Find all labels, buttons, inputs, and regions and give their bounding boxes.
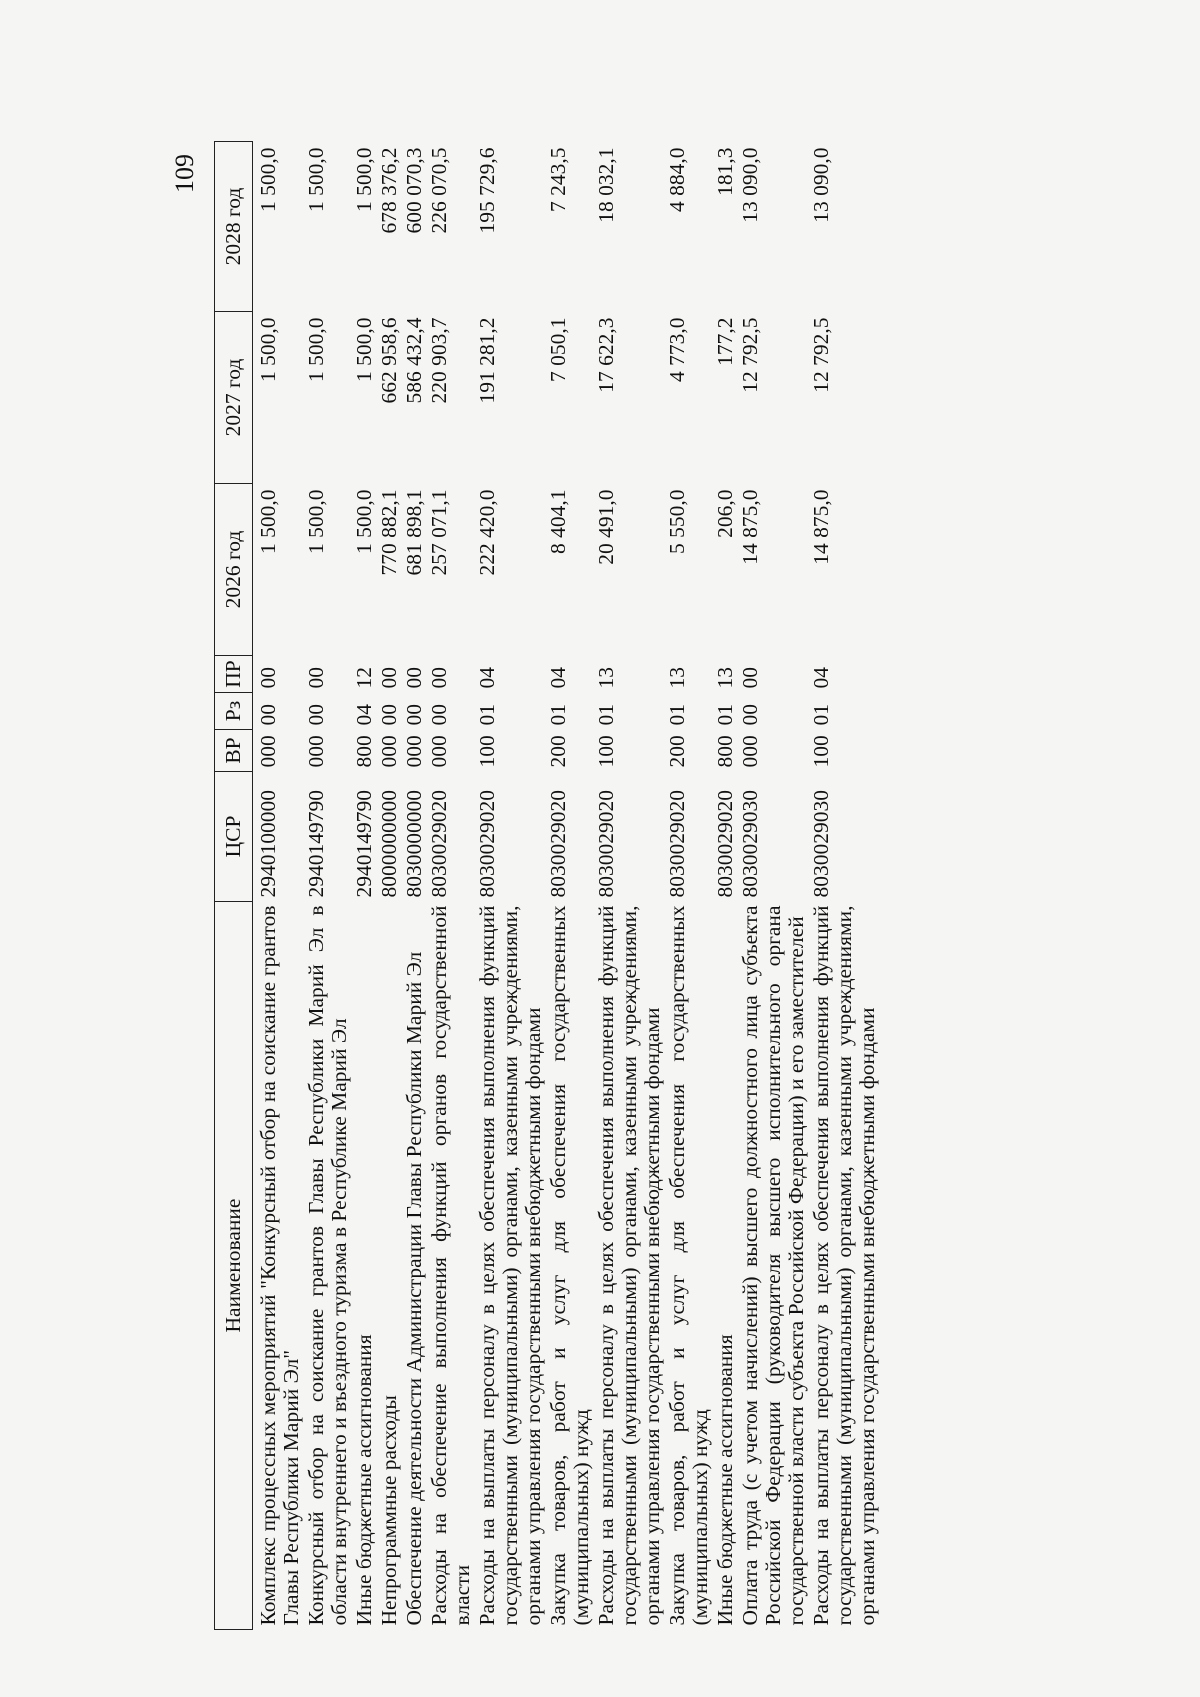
- row-value-2028: 1 500,0: [352, 147, 376, 212]
- row-pr: 04: [809, 667, 833, 689]
- row-value-2028: 7 243,5: [546, 147, 570, 212]
- row-value-2028: 226 070,5: [427, 147, 451, 234]
- row-value-2028: 195 729,6: [475, 147, 499, 234]
- table-row: [738, 142, 809, 1630]
- header-2026: 2026 год: [215, 484, 253, 656]
- row-csr: 2940149790: [304, 790, 328, 898]
- row-csr: 8030029020: [713, 790, 737, 898]
- header-vr: ВР: [215, 730, 253, 772]
- row-name: Комплекс процессных мероприятий "Конкурсный отбор на соискание грантов Главы Республики Марий Эл": [256, 905, 303, 1626]
- row-value-2026: 20 491,0: [594, 489, 618, 565]
- row-name: Оплата труда (с учетом начислений) высшего должностного лица субъекта Российской Федерации (руководителя высшего исполнительного органа государственной власти субъекта Российской Федерации) и его заместителей: [738, 905, 808, 1626]
- row-pr: 00: [427, 667, 451, 689]
- row-pr: 12: [352, 667, 376, 689]
- header-rz: Рз: [215, 693, 253, 730]
- row-value-2026: 1 500,0: [304, 489, 328, 554]
- row-vr: 200: [665, 735, 689, 768]
- row-csr: 8030029030: [738, 790, 762, 898]
- row-csr: 2940149790: [352, 790, 376, 898]
- row-csr: 8030000000: [402, 790, 426, 898]
- row-csr: 8030029020: [475, 790, 499, 898]
- row-value-2028: 678 376,2: [377, 147, 401, 234]
- table-row: [546, 142, 594, 1630]
- row-pr: 00: [377, 667, 401, 689]
- row-rz: 01: [665, 704, 689, 726]
- table-row: [352, 142, 377, 1630]
- table-row: [665, 142, 713, 1630]
- row-value-2026: 222 420,0: [475, 489, 499, 576]
- row-value-2028: 4 884,0: [665, 147, 689, 212]
- row-value-2027: 12 792,5: [809, 317, 833, 393]
- row-value-2026: 681 898,1: [402, 489, 426, 576]
- row-csr: 8000000000: [377, 790, 401, 898]
- row-pr: 00: [256, 667, 280, 689]
- row-pr: 00: [738, 667, 762, 689]
- row-name: Расходы на выплаты персоналу в целях обеспечения выполнения функций государственными (муниципальными) органами, казенными учреждениями, органами управления государственными внебюджетными фондами: [475, 905, 545, 1626]
- row-value-2028: 600 070,3: [402, 147, 426, 234]
- header-pr: ПР: [215, 656, 253, 693]
- row-value-2027: 17 622,3: [594, 317, 618, 393]
- row-pr: 04: [475, 667, 499, 689]
- row-rz: 00: [402, 704, 426, 726]
- row-value-2028: 1 500,0: [256, 147, 280, 212]
- row-csr: 8030029030: [809, 790, 833, 898]
- row-vr: 000: [256, 735, 280, 768]
- row-vr: 000: [377, 735, 401, 768]
- table-row: [594, 142, 665, 1630]
- row-csr: 8030029020: [665, 790, 689, 898]
- row-value-2027: 7 050,1: [546, 317, 570, 382]
- row-rz: 01: [809, 704, 833, 726]
- row-vr: 100: [594, 735, 618, 768]
- row-value-2026: 770 882,1: [377, 489, 401, 576]
- row-value-2028: 13 090,0: [738, 147, 762, 223]
- row-pr: 04: [546, 667, 570, 689]
- row-value-2027: 191 281,2: [475, 317, 499, 404]
- header-2027: 2027 год: [215, 312, 253, 484]
- row-name: Конкурсный отбор на соискание грантов Главы Республики Марий Эл в области внутреннего и въездного туризма в Республике Марий Эл: [304, 905, 351, 1626]
- table-header: [215, 142, 253, 1630]
- row-csr: 8030029020: [546, 790, 570, 898]
- row-name: Расходы на выплаты персоналу в целях обеспечения выполнения функций государственными (муниципальными) органами, казенными учреждениями, органами управления государственными внебюджетными фондами: [594, 905, 664, 1626]
- row-vr: 000: [427, 735, 451, 768]
- row-rz: 01: [594, 704, 618, 726]
- row-pr: 00: [304, 667, 328, 689]
- row-name: Иные бюджетные ассигнования: [713, 1334, 737, 1626]
- row-name: Обеспечение деятельности Администрации Главы Республики Марий Эл: [402, 951, 426, 1626]
- page-number: 109: [170, 154, 199, 193]
- row-rz: 01: [546, 704, 570, 726]
- row-vr: 100: [809, 735, 833, 768]
- row-csr: 2940100000: [256, 790, 280, 898]
- row-pr: 00: [402, 667, 426, 689]
- row-vr: 800: [352, 735, 376, 768]
- row-rz: 00: [304, 704, 328, 726]
- rotated-page: [162, 135, 1082, 1635]
- row-rz: 00: [738, 704, 762, 726]
- row-value-2026: 14 875,0: [738, 489, 762, 565]
- row-value-2027: 12 792,5: [738, 317, 762, 393]
- row-name: Закупка товаров, работ и услуг для обеспечения государственных (муниципальных) нужд: [665, 905, 712, 1626]
- row-value-2027: 1 500,0: [352, 317, 376, 382]
- row-name: Расходы на выплаты персоналу в целях обеспечения выполнения функций государственными (муниципальными) органами, казенными учреждениями, органами управления государственными внебюджетными фондами: [809, 905, 879, 1626]
- table-row: [809, 142, 880, 1630]
- row-name: Иные бюджетные ассигнования: [352, 1334, 376, 1626]
- row-value-2028: 13 090,0: [809, 147, 833, 223]
- row-vr: 000: [738, 735, 762, 768]
- row-value-2026: 5 550,0: [665, 489, 689, 554]
- row-value-2027: 586 432,4: [402, 317, 426, 404]
- row-csr: 8030029020: [594, 790, 618, 898]
- row-rz: 04: [352, 704, 376, 726]
- row-pr: 13: [594, 667, 618, 689]
- table-row: [427, 142, 475, 1630]
- row-rz: 01: [713, 704, 737, 726]
- table-row: [402, 142, 427, 1630]
- header-2028: 2028 год: [215, 142, 253, 312]
- row-value-2027: 1 500,0: [256, 317, 280, 382]
- row-value-2027: 220 903,7: [427, 317, 451, 404]
- row-vr: 000: [402, 735, 426, 768]
- row-vr: 200: [546, 735, 570, 768]
- row-value-2028: 18 032,1: [594, 147, 618, 223]
- row-name: Непрограммные расходы: [377, 1395, 401, 1626]
- row-value-2028: 1 500,0: [304, 147, 328, 212]
- row-value-2028: 181,3: [713, 147, 737, 196]
- header-name: Наименование: [215, 902, 253, 1630]
- row-value-2027: 4 773,0: [665, 317, 689, 382]
- row-value-2026: 8 404,1: [546, 489, 570, 554]
- row-rz: 00: [427, 704, 451, 726]
- row-vr: 800: [713, 735, 737, 768]
- row-value-2027: 1 500,0: [304, 317, 328, 382]
- table-row: [475, 142, 546, 1630]
- row-rz: 00: [256, 704, 280, 726]
- row-value-2026: 1 500,0: [352, 489, 376, 554]
- row-value-2027: 662 958,6: [377, 317, 401, 404]
- table-row: [713, 142, 738, 1630]
- row-value-2026: 1 500,0: [256, 489, 280, 554]
- row-rz: 00: [377, 704, 401, 726]
- row-name: Расходы на обеспечение выполнения функций органов государственной власти: [427, 905, 474, 1626]
- row-value-2026: 14 875,0: [809, 489, 833, 565]
- row-rz: 01: [475, 704, 499, 726]
- row-pr: 13: [713, 667, 737, 689]
- budget-table: [214, 141, 880, 1630]
- row-pr: 13: [665, 667, 689, 689]
- row-csr: 8030029020: [427, 790, 451, 898]
- row-value-2026: 206,0: [713, 489, 737, 538]
- row-value-2026: 257 071,1: [427, 489, 451, 576]
- header-csr: ЦСР: [215, 772, 253, 902]
- row-vr: 000: [304, 735, 328, 768]
- row-vr: 100: [475, 735, 499, 768]
- table-row: [304, 142, 352, 1630]
- table-row: [253, 142, 305, 1630]
- table-body: [253, 142, 881, 1630]
- row-name: Закупка товаров, работ и услуг для обеспечения государственных (муниципальных) нужд: [546, 905, 593, 1626]
- row-value-2027: 177,2: [713, 317, 737, 366]
- table-row: [377, 142, 402, 1630]
